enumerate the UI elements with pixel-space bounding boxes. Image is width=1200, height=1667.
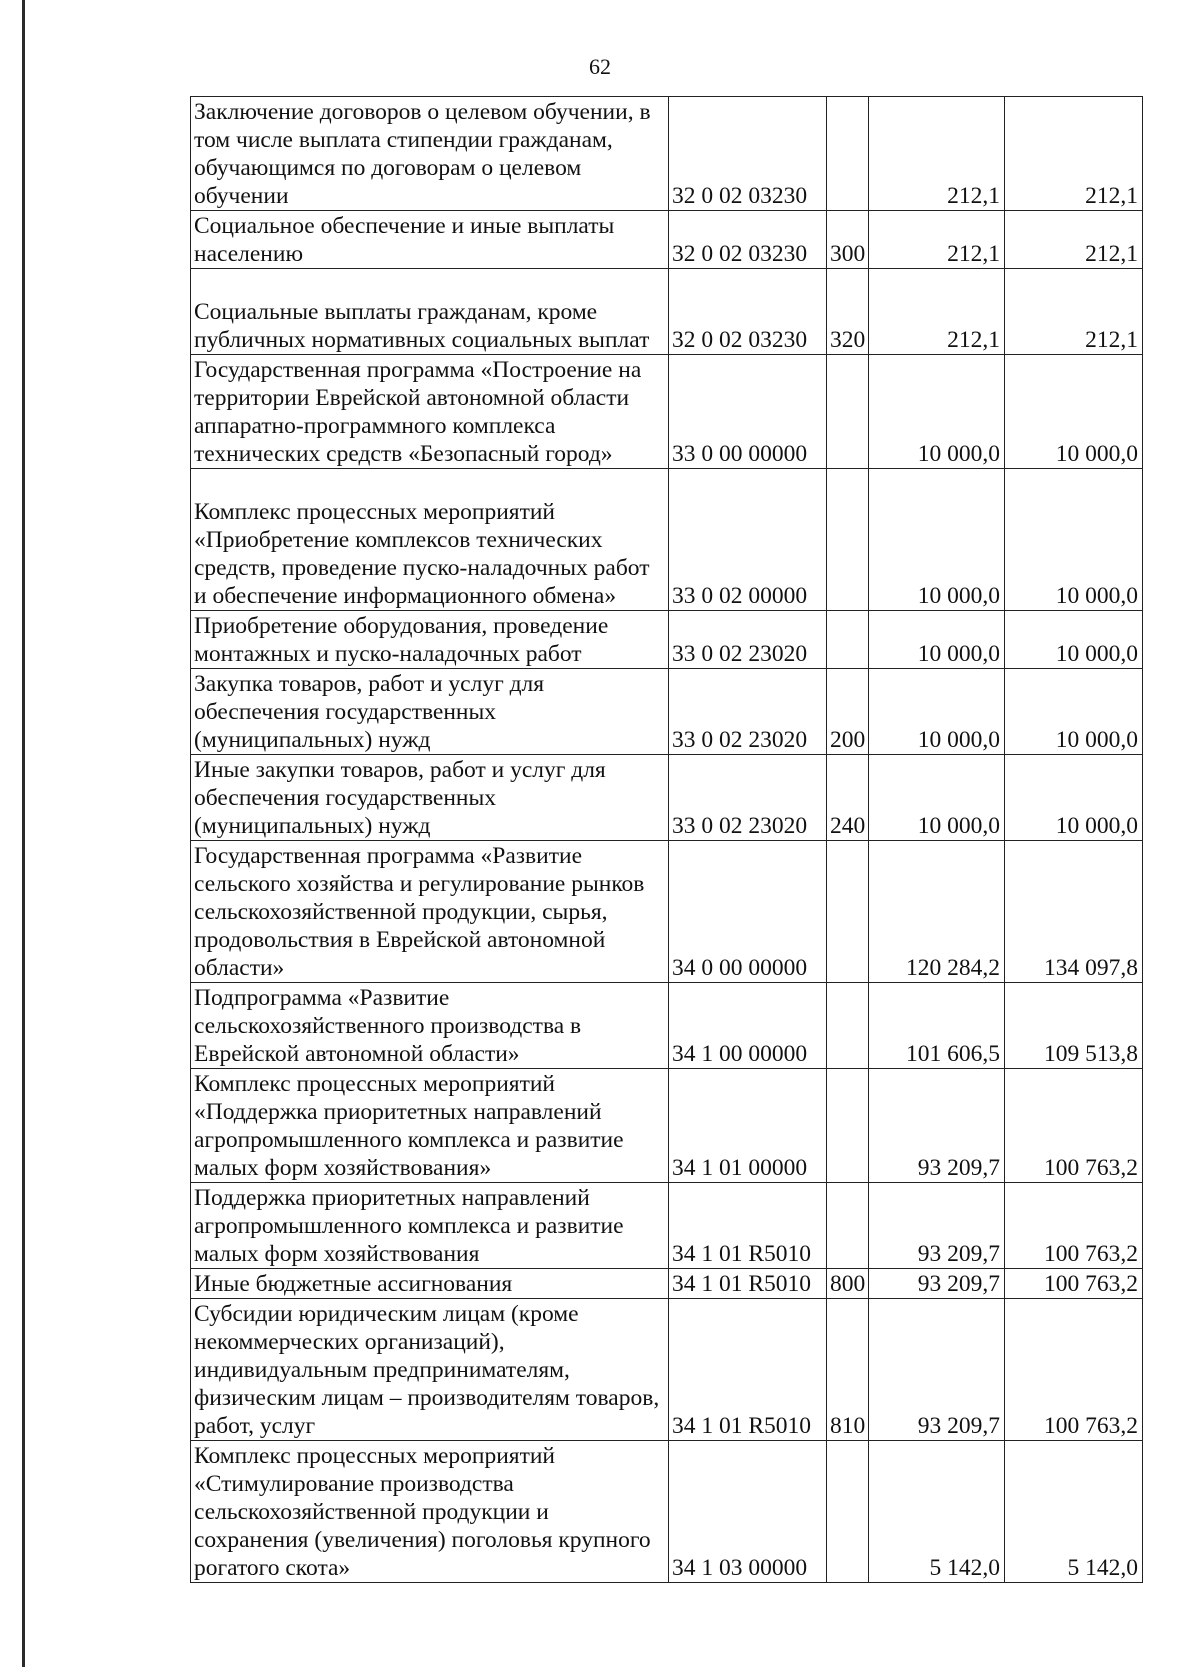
row-code-cell: 32 0 02 03230 bbox=[669, 97, 827, 211]
table-row bbox=[191, 469, 1143, 611]
row-expense-type-cell: 800 bbox=[827, 1269, 869, 1299]
row-code-cell: 33 0 02 23020 bbox=[669, 611, 827, 669]
row-expense-type-cell: 200 bbox=[827, 669, 869, 755]
row-name-cell: Комплекс процессных мероприятий «Стимулирование производства сельскохозяйственной продукции и сохранения (увеличения) поголовья крупного рогатого скота» bbox=[191, 1441, 669, 1583]
page-number: 62 bbox=[589, 54, 611, 79]
row-code-cell: 34 1 01 R5010 bbox=[669, 1299, 827, 1441]
row-name-cell: Социальное обеспечение и иные выплаты населению bbox=[191, 211, 669, 269]
table-row bbox=[191, 1183, 1143, 1269]
row-value-year2-cell: 10 000,0 bbox=[1005, 669, 1143, 755]
row-expense-type-cell bbox=[827, 841, 869, 983]
row-name-cell: Заключение договоров о целевом обучении, в том числе выплата стипендии гражданам, обучающимся по договорам о целевом обучении bbox=[191, 97, 669, 211]
row-expense-type-cell bbox=[827, 97, 869, 211]
row-value-year2-cell: 212,1 bbox=[1005, 97, 1143, 211]
row-name-cell: Иные бюджетные ассигнования bbox=[191, 1269, 669, 1299]
row-value-year1-cell: 10 000,0 bbox=[869, 611, 1005, 669]
table-row bbox=[191, 841, 1143, 983]
row-value-year1-cell: 10 000,0 bbox=[869, 469, 1005, 611]
row-expense-type-cell bbox=[827, 1183, 869, 1269]
binding-margin-line bbox=[22, 0, 25, 1667]
row-value-year1-cell: 93 209,7 bbox=[869, 1069, 1005, 1183]
row-value-year2-cell: 100 763,2 bbox=[1005, 1269, 1143, 1299]
row-value-year1-cell: 10 000,0 bbox=[869, 755, 1005, 841]
row-code-cell: 34 1 01 00000 bbox=[669, 1069, 827, 1183]
row-name-cell: Закупка товаров, работ и услуг для обеспечения государственных (муниципальных) нужд bbox=[191, 669, 669, 755]
table-row bbox=[191, 211, 1143, 269]
row-code-cell: 34 0 00 00000 bbox=[669, 841, 827, 983]
table-row bbox=[191, 1269, 1143, 1299]
table-row bbox=[191, 97, 1143, 211]
row-code-cell: 34 1 01 R5010 bbox=[669, 1183, 827, 1269]
row-name-cell: Иные закупки товаров, работ и услуг для обеспечения государственных (муниципальных) нужд bbox=[191, 755, 669, 841]
row-value-year1-cell: 212,1 bbox=[869, 97, 1005, 211]
row-expense-type-cell bbox=[827, 355, 869, 469]
row-expense-type-cell: 300 bbox=[827, 211, 869, 269]
row-expense-type-cell bbox=[827, 1441, 869, 1583]
row-name-cell: Подпрограмма «Развитие сельскохозяйственного производства в Еврейской автономной области» bbox=[191, 983, 669, 1069]
row-name-cell: Субсидии юридическим лицам (кроме некоммерческих организаций), индивидуальным предпринимателям, физическим лицам – производителям товаров, работ, услуг bbox=[191, 1299, 669, 1441]
row-value-year1-cell: 212,1 bbox=[869, 269, 1005, 355]
row-value-year2-cell: 10 000,0 bbox=[1005, 611, 1143, 669]
row-value-year2-cell: 10 000,0 bbox=[1005, 469, 1143, 611]
row-expense-type-cell bbox=[827, 611, 869, 669]
row-code-cell: 34 1 03 00000 bbox=[669, 1441, 827, 1583]
row-expense-type-cell bbox=[827, 1069, 869, 1183]
table-row bbox=[191, 355, 1143, 469]
row-name-cell: Комплекс процессных мероприятий «Поддержка приоритетных направлений агропромышленного комплекса и развитие малых форм хозяйствования» bbox=[191, 1069, 669, 1183]
row-name-cell: Приобретение оборудования, проведение монтажных и пуско-наладочных работ bbox=[191, 611, 669, 669]
row-expense-type-cell bbox=[827, 983, 869, 1069]
row-code-cell: 34 1 01 R5010 bbox=[669, 1269, 827, 1299]
table-row bbox=[191, 611, 1143, 669]
row-name-cell: Социальные выплаты гражданам, кроме публичных нормативных социальных выплат bbox=[191, 269, 669, 355]
row-expense-type-cell bbox=[827, 469, 869, 611]
row-value-year1-cell: 93 209,7 bbox=[869, 1269, 1005, 1299]
table-row bbox=[191, 1299, 1143, 1441]
row-expense-type-cell: 810 bbox=[827, 1299, 869, 1441]
row-value-year2-cell: 109 513,8 bbox=[1005, 983, 1143, 1069]
row-value-year1-cell: 5 142,0 bbox=[869, 1441, 1005, 1583]
row-code-cell: 34 1 00 00000 bbox=[669, 983, 827, 1069]
row-name-cell: Государственная программа «Развитие сельского хозяйства и регулирование рынков сельскохозяйственной продукции, сырья, продовольствия в Еврейской автономной области» bbox=[191, 841, 669, 983]
table-row bbox=[191, 1441, 1143, 1583]
budget-table-body bbox=[191, 97, 1143, 1583]
row-value-year1-cell: 93 209,7 bbox=[869, 1299, 1005, 1441]
row-name-cell: Государственная программа «Построение на территории Еврейской автономной области аппаратно-программного комплекса технических средств «Безопасный город» bbox=[191, 355, 669, 469]
row-code-cell: 33 0 02 23020 bbox=[669, 755, 827, 841]
row-value-year2-cell: 10 000,0 bbox=[1005, 755, 1143, 841]
row-value-year1-cell: 10 000,0 bbox=[869, 669, 1005, 755]
table-row bbox=[191, 669, 1143, 755]
row-name-cell: Поддержка приоритетных направлений агропромышленного комплекса и развитие малых форм хозяйствования bbox=[191, 1183, 669, 1269]
row-code-cell: 32 0 02 03230 bbox=[669, 269, 827, 355]
row-value-year2-cell: 134 097,8 bbox=[1005, 841, 1143, 983]
row-value-year1-cell: 93 209,7 bbox=[869, 1183, 1005, 1269]
table-row bbox=[191, 1069, 1143, 1183]
row-expense-type-cell: 320 bbox=[827, 269, 869, 355]
row-value-year2-cell: 100 763,2 bbox=[1005, 1299, 1143, 1441]
row-value-year2-cell: 10 000,0 bbox=[1005, 355, 1143, 469]
row-name-cell: Комплекс процессных мероприятий «Приобретение комплексов технических средств, проведение пуско-наладочных работ и обеспечение информационного обмена» bbox=[191, 469, 669, 611]
row-value-year2-cell: 5 142,0 bbox=[1005, 1441, 1143, 1583]
row-code-cell: 33 0 02 00000 bbox=[669, 469, 827, 611]
row-value-year1-cell: 101 606,5 bbox=[869, 983, 1005, 1069]
row-value-year1-cell: 212,1 bbox=[869, 211, 1005, 269]
row-value-year2-cell: 212,1 bbox=[1005, 211, 1143, 269]
row-value-year2-cell: 212,1 bbox=[1005, 269, 1143, 355]
row-code-cell: 33 0 02 23020 bbox=[669, 669, 827, 755]
row-value-year2-cell: 100 763,2 bbox=[1005, 1069, 1143, 1183]
row-value-year2-cell: 100 763,2 bbox=[1005, 1183, 1143, 1269]
table-row bbox=[191, 269, 1143, 355]
table-row bbox=[191, 755, 1143, 841]
row-value-year1-cell: 120 284,2 bbox=[869, 841, 1005, 983]
table-row bbox=[191, 983, 1143, 1069]
budget-table bbox=[190, 96, 1143, 1583]
row-value-year1-cell: 10 000,0 bbox=[869, 355, 1005, 469]
row-expense-type-cell: 240 bbox=[827, 755, 869, 841]
row-code-cell: 32 0 02 03230 bbox=[669, 211, 827, 269]
row-code-cell: 33 0 00 00000 bbox=[669, 355, 827, 469]
